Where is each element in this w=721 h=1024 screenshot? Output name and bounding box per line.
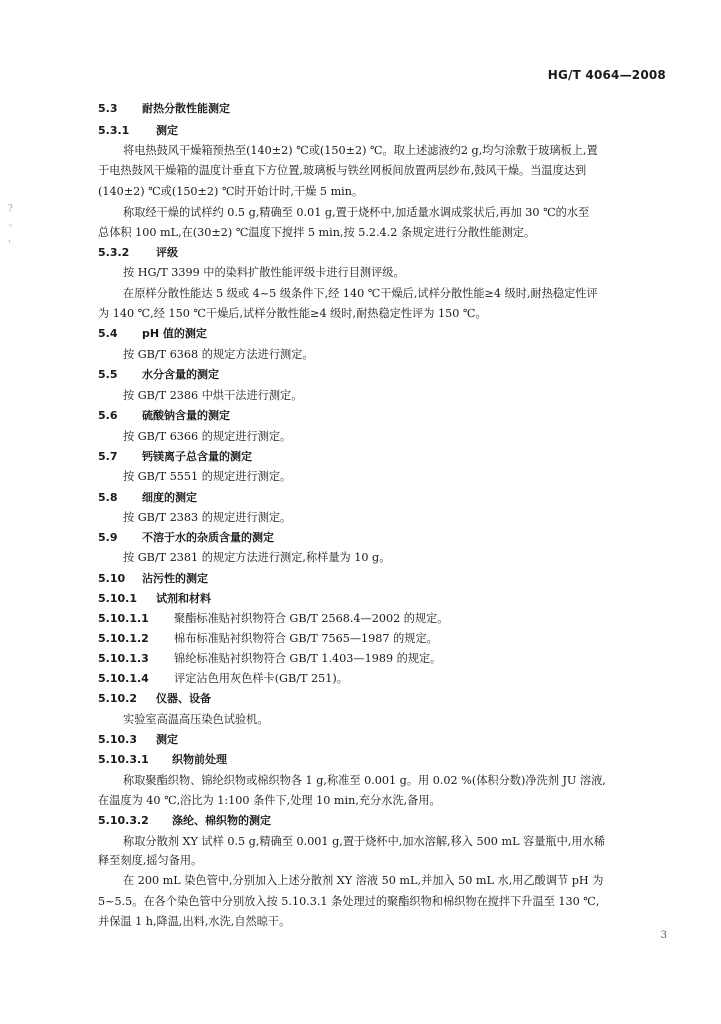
paragraph-line: 在 200 mL 染色管中,分别加入上述分散剂 XY 溶液 50 mL,并加入 50 mL 水,用乙酸调节 pH 为: [123, 874, 604, 887]
section-title: 细度的测定: [142, 491, 197, 504]
section-title: 钙镁离子总含量的测定: [142, 450, 252, 463]
section-title: 织物前处理: [172, 753, 227, 766]
item-number: 5.10.1.2: [98, 632, 149, 645]
section-heading: [98, 368, 219, 382]
paragraph-line: 按 HG/T 3399 中的染料扩散性能评级卡进行目测评级。: [123, 266, 405, 279]
item-text: 锦纶标准贴衬织物符合 GB/T 1.403—1989 的规定。: [174, 652, 442, 665]
section-title: 测定: [156, 124, 178, 137]
item-number: 5.10.1.1: [98, 612, 149, 625]
section-title: 耐热分散性能测定: [142, 102, 230, 115]
section-title: 测定: [156, 733, 178, 746]
paragraph-line: 按 GB/T 2386 中烘干法进行测定。: [123, 389, 303, 402]
section-title: 评级: [156, 246, 178, 259]
item-number: 5.10.1.3: [98, 652, 149, 665]
section-number: 5.10.3.1: [98, 753, 149, 766]
section-number: 5.4: [98, 327, 118, 340]
section-title: 涤纶、棉织物的测定: [172, 814, 271, 827]
section-number: 5.10.1: [98, 592, 137, 605]
paragraph-line: 称取分散剂 XY 试样 0.5 g,精确至 0.001 g,置于烧杯中,加水溶解,移入 500 mL 容量瓶中,用水稀: [123, 835, 605, 848]
paragraph-line: 实验室高温高压染色试验机。: [123, 713, 269, 726]
section-heading: [98, 124, 178, 138]
paragraph-line: 5~5.5。在各个染色管中分别放入按 5.10.3.1 条处理过的聚酯织物和棉织物在搅拌下升温至 130 ℃,: [98, 895, 600, 908]
section-heading: [98, 572, 208, 586]
paragraph-line: 并保温 1 h,降温,出料,水洗,自然晾干。: [98, 915, 291, 928]
section-heading: [98, 733, 178, 747]
paragraph-line: (140±2) ℃或(150±2) ℃时开始计时,干燥 5 min。: [98, 185, 364, 198]
section-number: 5.10: [98, 572, 126, 585]
section-number: 5.3.2: [98, 246, 130, 259]
paragraph-line: 按 GB/T 2383 的规定进行测定。: [123, 511, 292, 524]
section-heading: [98, 491, 197, 505]
list-item: [98, 612, 449, 626]
paragraph-line: 为 140 ℃,经 150 ℃干燥后,试样分散性能≥4 级时,耐热稳定性评为 150 ℃。: [98, 307, 487, 320]
section-heading: [98, 409, 230, 423]
paragraph-line: 按 GB/T 5551 的规定进行测定。: [123, 470, 292, 483]
page-number: 3: [660, 930, 667, 941]
section-number: 5.10.3: [98, 733, 137, 746]
margin-mark: ◦: [8, 222, 14, 232]
list-item: [98, 632, 438, 646]
item-text: 评定沾色用灰色样卡(GB/T 251)。: [174, 672, 348, 685]
section-number: 5.9: [98, 531, 118, 544]
item-number: 5.10.1.4: [98, 672, 149, 685]
section-number: 5.10.3.2: [98, 814, 149, 827]
section-number: 5.7: [98, 450, 118, 463]
margin-mark: ': [8, 240, 11, 250]
section-heading: [98, 102, 230, 116]
paragraph-line: 于电热鼓风干燥箱的温度计垂直下方位置,玻璃板与铁丝网板间放置两层纱布,鼓风干燥。当温度达到: [98, 164, 587, 177]
paragraph-line: 称取聚酯织物、锦纶织物或棉织物各 1 g,称准至 0.001 g。用 0.02 %(体积分数)净洗剂 JU 溶液,: [123, 774, 606, 787]
section-title: 试剂和材料: [156, 592, 211, 605]
section-title: 仪器、设备: [156, 692, 211, 705]
section-title: pH 值的测定: [142, 327, 207, 340]
paragraph-line: 称取经干燥的试样约 0.5 g,精确至 0.01 g,置于烧杯中,加适量水调成浆状后,再加 30 ℃的水至: [123, 206, 590, 219]
margin-mark: ?: [8, 204, 13, 214]
section-number: 5.3: [98, 102, 118, 115]
section-heading: [98, 814, 271, 828]
item-text: 聚酯标准贴衬织物符合 GB/T 2568.4—2002 的规定。: [174, 612, 449, 625]
standard-number-header: HG/T 4064—2008: [547, 68, 666, 82]
section-heading: [98, 450, 252, 464]
paragraph-line: 按 GB/T 6368 的规定方法进行测定。: [123, 348, 314, 361]
section-number: 5.5: [98, 368, 118, 381]
section-number: 5.6: [98, 409, 118, 422]
paragraph-line: 释至刻度,摇匀备用。: [98, 854, 203, 867]
paragraph-line: 按 GB/T 6366 的规定进行测定。: [123, 430, 292, 443]
section-number: 5.8: [98, 491, 118, 504]
section-heading: [98, 753, 227, 767]
section-number: 5.10.2: [98, 692, 137, 705]
paragraph-line: 在温度为 40 ℃,浴比为 1:100 条件下,处理 10 min,充分水洗,备用。: [98, 794, 441, 807]
section-title: 沾污性的测定: [142, 572, 208, 585]
list-item: [98, 672, 348, 686]
section-heading: [98, 531, 274, 545]
section-heading: [98, 246, 178, 260]
section-title: 水分含量的测定: [142, 368, 219, 381]
list-item: [98, 652, 441, 666]
section-heading: [98, 327, 207, 341]
paragraph-line: 按 GB/T 2381 的规定方法进行测定,称样量为 10 g。: [123, 551, 391, 564]
paragraph-line: 将电热鼓风干燥箱预热至(140±2) ℃或(150±2) ℃。取上述滤液约2 g,均匀涂敷于玻璃板上,置: [123, 144, 598, 157]
section-heading: [98, 692, 211, 706]
item-text: 棉布标准贴衬织物符合 GB/T 7565—1987 的规定。: [174, 632, 438, 645]
section-number: 5.3.1: [98, 124, 130, 137]
section-heading: [98, 592, 211, 606]
paragraph-line: 总体积 100 mL,在(30±2) ℃温度下搅拌 5 min,按 5.2.4.2 条规定进行分散性能测定。: [98, 226, 536, 239]
section-title: 不溶于水的杂质含量的测定: [142, 531, 274, 544]
section-title: 硫酸钠含量的测定: [142, 409, 230, 422]
paragraph-line: 在原样分散性能达 5 级或 4~5 级条件下,经 140 ℃干燥后,试样分散性能≥4 级时,耐热稳定性评: [123, 287, 598, 300]
